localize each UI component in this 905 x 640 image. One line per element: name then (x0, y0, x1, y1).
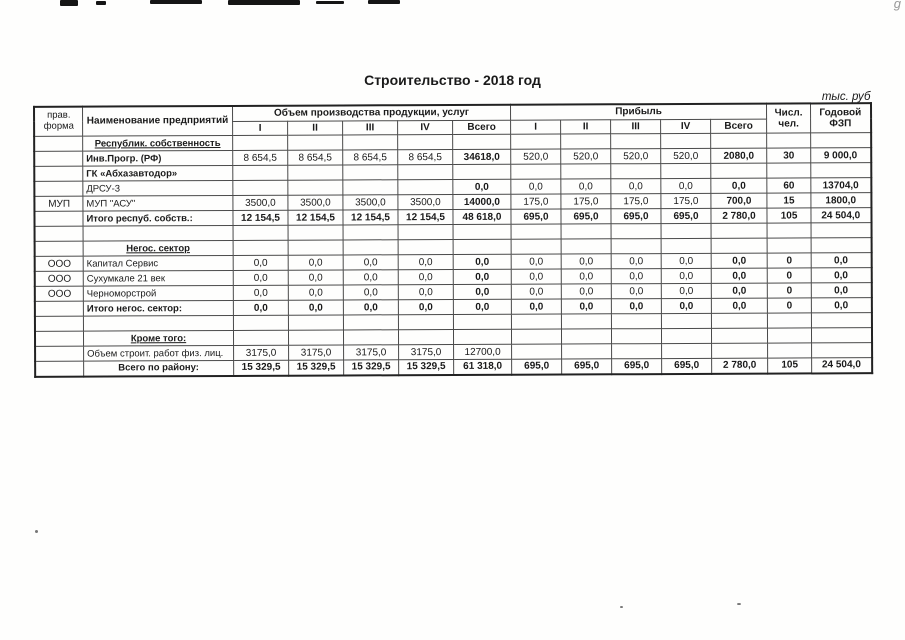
col-header-profit-q2: II (561, 119, 611, 134)
cell-value: 520,0 (561, 149, 611, 164)
cell-value: 0,0 (561, 284, 611, 299)
cell-value: 48 618,0 (453, 209, 511, 224)
cell-value (233, 135, 288, 150)
cell-value: 3175,0 (234, 345, 289, 360)
cell-value: 0,0 (233, 270, 288, 285)
cell-value (398, 224, 453, 239)
cell-value (511, 224, 561, 239)
cell-value (288, 240, 343, 255)
cell-legal-form (36, 361, 84, 376)
cell-value: 0,0 (453, 254, 511, 269)
cell-value: 12 154,5 (343, 210, 398, 225)
cell-enterprise-name (83, 315, 233, 331)
cell-value: 3175,0 (344, 345, 399, 360)
cell-legal-form: ООО (35, 256, 83, 271)
col-header-profit-group: Прибыль (511, 104, 767, 120)
table-body (35, 133, 872, 377)
cell-value: 695,0 (612, 359, 662, 374)
cell-legal-form (35, 301, 83, 316)
cell-value (511, 134, 561, 149)
cell-value (288, 135, 343, 150)
cell-value: 695,0 (561, 209, 611, 224)
cell-value (611, 164, 661, 179)
cell-value (233, 225, 288, 240)
cell-value (453, 164, 511, 179)
cell-value (811, 313, 871, 328)
cell-value (343, 315, 398, 330)
cell-value: 0,0 (288, 285, 343, 300)
cell-legal-form: МУП (35, 196, 83, 211)
cell-value: 24 504,0 (812, 358, 872, 373)
cell-value (561, 224, 611, 239)
table-wrapper (0, 102, 905, 377)
cell-value: 8 654,5 (288, 150, 343, 165)
cell-value (233, 330, 288, 345)
cell-value (812, 343, 872, 358)
cell-legal-form (35, 166, 83, 181)
cell-value: 0,0 (661, 178, 711, 193)
cell-value: 61 318,0 (454, 359, 512, 374)
cell-value (343, 225, 398, 240)
cell-value (453, 329, 511, 344)
cell-value: 0,0 (561, 254, 611, 269)
cell-value: 0,0 (511, 179, 561, 194)
cell-enterprise-name: Республик. собственность (83, 135, 233, 151)
cell-value: 0,0 (511, 299, 561, 314)
scan-artifact (316, 1, 344, 4)
cell-enterprise-name: Итого респуб. собств.: (83, 210, 233, 226)
cell-legal-form (35, 181, 83, 196)
cell-enterprise-name: Кроме того: (83, 330, 233, 346)
scan-artifact (228, 0, 300, 5)
cell-value: 0,0 (453, 269, 511, 284)
cell-value: 700,0 (711, 193, 767, 208)
corner-scan-mark: g (893, 0, 901, 11)
cell-value (343, 240, 398, 255)
scan-speck (35, 530, 38, 533)
cell-value: 0,0 (661, 268, 711, 283)
cell-value (811, 133, 871, 148)
cell-value (767, 223, 811, 238)
cell-value: 34618,0 (453, 149, 511, 164)
cell-value: 0,0 (343, 300, 398, 315)
cell-value: 15 (767, 193, 811, 208)
cell-value: 0,0 (611, 269, 661, 284)
scan-speck (620, 606, 623, 608)
report-table (33, 102, 872, 377)
cell-value: 0,0 (561, 179, 611, 194)
cell-value (233, 165, 288, 180)
cell-value: 0,0 (711, 268, 767, 283)
cell-value (612, 344, 662, 359)
cell-value: 3175,0 (399, 344, 454, 359)
cell-value (343, 180, 398, 195)
cell-value: 0,0 (288, 300, 343, 315)
cell-value: 0 (767, 253, 811, 268)
cell-value (767, 313, 811, 328)
cell-enterprise-name (83, 225, 233, 241)
col-header-people: Числ. чел. (767, 103, 811, 133)
col-header-volume-q1: I (233, 121, 288, 136)
cell-value: 0,0 (611, 254, 661, 269)
col-header-volume-q4: IV (398, 120, 453, 135)
cell-value: 0,0 (661, 253, 711, 268)
col-header-profit-q4: IV (661, 119, 711, 134)
cell-value (767, 163, 811, 178)
cell-value (812, 328, 872, 343)
cell-legal-form (35, 226, 83, 241)
cell-value: 3175,0 (289, 345, 344, 360)
cell-value: 3500,0 (288, 195, 343, 210)
cell-value: 0,0 (811, 268, 871, 283)
cell-value: 105 (768, 358, 812, 373)
cell-value (453, 314, 511, 329)
cell-value (398, 239, 453, 254)
cell-value: 13704,0 (811, 178, 871, 193)
cell-value: 2080,0 (711, 148, 767, 163)
cell-value: 30 (767, 148, 811, 163)
cell-value (711, 163, 767, 178)
cell-value: 0,0 (811, 253, 871, 268)
col-header-profit-q1: I (511, 120, 561, 135)
cell-value: 0,0 (343, 285, 398, 300)
cell-value: 3500,0 (233, 195, 288, 210)
cell-value (611, 134, 661, 149)
cell-value: 12 154,5 (233, 210, 288, 225)
cell-value (561, 164, 611, 179)
cell-value (561, 329, 611, 344)
cell-value (561, 239, 611, 254)
cell-value: 0,0 (398, 284, 453, 299)
cell-value (768, 328, 812, 343)
cell-value: 695,0 (511, 209, 561, 224)
cell-enterprise-name: ГК «Абхазавтодор» (83, 165, 233, 181)
cell-value: 0,0 (288, 255, 343, 270)
cell-value: 14000,0 (453, 194, 511, 209)
scan-speck (737, 603, 741, 605)
cell-value: 0,0 (233, 285, 288, 300)
cell-enterprise-name: Капитал Сервис (83, 255, 233, 271)
cell-value (661, 133, 711, 148)
cell-value (288, 315, 343, 330)
table-row (36, 358, 872, 377)
cell-value (811, 238, 871, 253)
cell-value: 695,0 (562, 359, 612, 374)
cell-value: 695,0 (611, 209, 661, 224)
cell-value (767, 133, 811, 148)
cell-value: 60 (767, 178, 811, 193)
cell-value (511, 314, 561, 329)
scan-artifact (60, 0, 78, 6)
cell-value (511, 329, 561, 344)
cell-value (511, 239, 561, 254)
cell-value (233, 315, 288, 330)
cell-value (561, 134, 611, 149)
cell-value: 0,0 (343, 270, 398, 285)
cell-value: 2 780,0 (711, 208, 767, 223)
cell-value: 8 654,5 (343, 150, 398, 165)
cell-value: 0,0 (811, 283, 871, 298)
cell-value (453, 224, 511, 239)
cell-value: 3500,0 (398, 194, 453, 209)
cell-value (711, 133, 767, 148)
cell-value: 0,0 (288, 270, 343, 285)
col-header-volume-group: Объем производства продукции, услуг (232, 105, 510, 121)
cell-value: 0 (767, 298, 811, 313)
cell-value: 520,0 (511, 149, 561, 164)
cell-value: 0,0 (233, 300, 288, 315)
cell-value (711, 313, 767, 328)
cell-value: 175,0 (611, 194, 661, 209)
scan-artifact (96, 1, 106, 5)
cell-value (343, 135, 398, 150)
scan-artifact (150, 0, 202, 4)
cell-enterprise-name: Всего по району: (84, 360, 234, 376)
col-header-legal-form: прав. форма (34, 107, 82, 137)
cell-value: 15 329,5 (234, 360, 289, 375)
cell-value (453, 239, 511, 254)
cell-value (343, 330, 398, 345)
cell-value (811, 163, 871, 178)
cell-value (288, 165, 343, 180)
cell-value: 2 780,0 (712, 358, 768, 373)
cell-value (398, 329, 453, 344)
cell-legal-form: ООО (35, 271, 83, 286)
col-header-profit-q3: III (611, 119, 661, 134)
cell-value (398, 164, 453, 179)
cell-value (661, 238, 711, 253)
cell-value (811, 223, 871, 238)
cell-value: 15 329,5 (344, 360, 399, 375)
cell-value: 0,0 (398, 299, 453, 314)
cell-value (562, 344, 612, 359)
page-title: Строительство - 2018 год (364, 72, 541, 88)
cell-value: 8 654,5 (398, 149, 453, 164)
cell-legal-form (35, 151, 83, 166)
cell-value (288, 330, 343, 345)
cell-value: 0,0 (611, 179, 661, 194)
cell-value: 0,0 (711, 178, 767, 193)
cell-legal-form (36, 346, 84, 361)
cell-value: 0,0 (561, 299, 611, 314)
cell-enterprise-name: Негос. сектор (83, 240, 233, 256)
cell-value: 0,0 (511, 269, 561, 284)
cell-value: 3500,0 (343, 195, 398, 210)
cell-value: 0 (767, 268, 811, 283)
cell-value: 695,0 (512, 359, 562, 374)
cell-value: 15 329,5 (399, 359, 454, 374)
cell-legal-form (35, 211, 83, 226)
cell-enterprise-name: Черноморстрой (83, 285, 233, 301)
cell-legal-form (35, 316, 83, 331)
cell-enterprise-name: ДРСУ-3 (83, 180, 233, 196)
units-note: тыс. руб (821, 91, 871, 103)
cell-value: 0,0 (453, 299, 511, 314)
cell-value: 0,0 (453, 284, 511, 299)
cell-value: 12 154,5 (288, 210, 343, 225)
cell-value: 0,0 (711, 298, 767, 313)
cell-value (661, 328, 711, 343)
cell-value: 12 154,5 (398, 209, 453, 224)
cell-value (288, 225, 343, 240)
cell-value: 695,0 (661, 208, 711, 223)
cell-value (398, 314, 453, 329)
cell-value (711, 223, 767, 238)
cell-value (768, 343, 812, 358)
cell-enterprise-name: Сухумкале 21 век (83, 270, 233, 286)
scan-artifact (368, 0, 400, 4)
cell-value (661, 223, 711, 238)
cell-value (711, 328, 767, 343)
cell-value: 105 (767, 208, 811, 223)
cell-value (611, 314, 661, 329)
cell-value: 0,0 (511, 284, 561, 299)
cell-value (661, 163, 711, 178)
cell-value (662, 343, 712, 358)
cell-value: 1800,0 (811, 193, 871, 208)
cell-value (233, 180, 288, 195)
cell-legal-form (35, 136, 83, 151)
cell-value: 0,0 (611, 299, 661, 314)
cell-legal-form: ООО (35, 286, 83, 301)
cell-value: 520,0 (661, 148, 711, 163)
cell-value: 9 000,0 (811, 148, 871, 163)
cell-value: 0,0 (661, 298, 711, 313)
cell-value: 0,0 (811, 298, 871, 313)
cell-value (712, 343, 768, 358)
cell-enterprise-name: МУП "АСУ" (83, 195, 233, 211)
cell-value: 0,0 (561, 269, 611, 284)
col-header-volume-q2: II (288, 120, 343, 135)
col-header-volume-q3: III (343, 120, 398, 135)
cell-value (512, 344, 562, 359)
cell-value (611, 239, 661, 254)
cell-value: 0,0 (661, 283, 711, 298)
cell-value: 0,0 (611, 284, 661, 299)
cell-value: 0,0 (511, 254, 561, 269)
cell-enterprise-name: Итого негос. сектор: (83, 300, 233, 316)
cell-value: 0,0 (343, 255, 398, 270)
col-header-enterprise-name: Наименование предприятий (82, 106, 232, 136)
cell-value: 175,0 (511, 194, 561, 209)
cell-value: 175,0 (561, 194, 611, 209)
cell-value (561, 314, 611, 329)
cell-value (398, 179, 453, 194)
cell-value: 12700,0 (454, 344, 512, 359)
cell-value: 24 504,0 (811, 208, 871, 223)
cell-value: 695,0 (662, 358, 712, 373)
cell-value (343, 165, 398, 180)
cell-value (661, 313, 711, 328)
cell-value: 0,0 (711, 283, 767, 298)
cell-value: 0 (767, 283, 811, 298)
cell-value (511, 164, 561, 179)
cell-value: 0,0 (233, 255, 288, 270)
cell-value: 15 329,5 (289, 360, 344, 375)
cell-legal-form (35, 331, 83, 346)
cell-value: 0,0 (711, 253, 767, 268)
cell-value: 175,0 (661, 193, 711, 208)
cell-value (611, 224, 661, 239)
cell-legal-form (35, 241, 83, 256)
cell-enterprise-name: Инв.Прогр. (РФ) (83, 150, 233, 166)
cell-value (398, 134, 453, 149)
col-header-volume-total: Всего (453, 120, 511, 135)
cell-value: 0,0 (398, 254, 453, 269)
cell-value: 0,0 (398, 269, 453, 284)
cell-value: 8 654,5 (233, 150, 288, 165)
cell-value: 0,0 (453, 179, 511, 194)
cell-value (233, 240, 288, 255)
cell-value (767, 238, 811, 253)
cell-enterprise-name: Объем строит. работ физ. лиц. (84, 345, 234, 361)
cell-value (611, 329, 661, 344)
cell-value (711, 238, 767, 253)
col-header-profit-total: Всего (711, 119, 767, 134)
cell-value: 520,0 (611, 149, 661, 164)
col-header-payroll: Годовой ФЗП (811, 103, 871, 133)
cell-value (453, 134, 511, 149)
cell-value (288, 180, 343, 195)
